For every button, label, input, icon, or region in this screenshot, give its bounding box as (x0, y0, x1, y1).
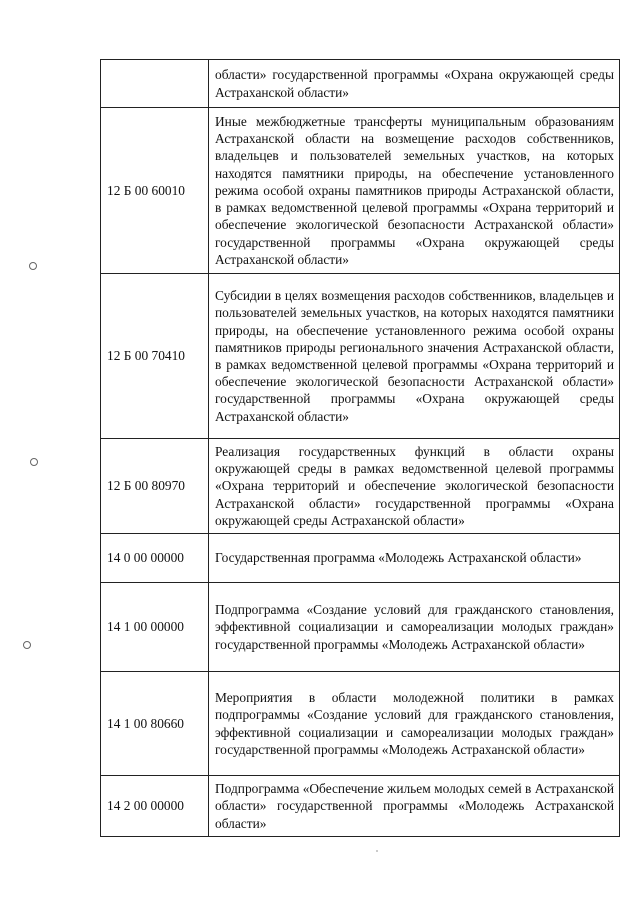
punch-hole-mark (30, 458, 38, 466)
table-row (101, 776, 620, 837)
table-row (101, 60, 620, 108)
description-cell: области» государственной программы «Охрана окружающей среды Астраханской области» (209, 60, 620, 108)
table-row (101, 534, 620, 583)
punch-hole-mark (29, 262, 37, 270)
punch-hole-mark (23, 641, 31, 649)
scan-speck (376, 850, 378, 852)
budget-code-table (100, 59, 620, 837)
code-cell: 14 1 00 00000 (101, 583, 209, 672)
description-cell: Иные межбюджетные трансферты муниципальным образованиям Астраханской области на возмещение расходов собственников, владельцев и пользователей земельных участков, на которых находятся памятники природы, на обеспечение установленного режима особой охраны памятников природы Астраханской области, в рамках ведомственной целевой программы «Охрана территорий и обеспечение экологической безопасности Астраханской области» государственной программы «Охрана окружающей среды Астраханской области» (209, 108, 620, 274)
code-cell: 12 Б 00 80970 (101, 439, 209, 534)
code-cell (101, 60, 209, 108)
description-cell: Подпрограмма «Создание условий для гражданского становления, эффективной социализации и самореализации молодых граждан» государственной программы «Молодежь Астраханской области» (209, 583, 620, 672)
table-row (101, 583, 620, 672)
table-row (101, 274, 620, 439)
code-cell: 14 1 00 80660 (101, 672, 209, 776)
table-row (101, 672, 620, 776)
table-row (101, 108, 620, 274)
description-cell: Подпрограмма «Обеспечение жильем молодых семей в Астраханской области» государственной программы «Молодежь Астраханской области» (209, 776, 620, 837)
code-cell: 12 Б 00 60010 (101, 108, 209, 274)
code-cell: 12 Б 00 70410 (101, 274, 209, 439)
description-cell: Субсидии в целях возмещения расходов собственников, владельцев и пользователей земельных участков, на которых находятся памятники природы, на обеспечение установленного режима особой охраны памятников природы регионального значения Астраханской области, в рамках ведомственной целевой программы «Охрана территорий и обеспечение экологической безопасности Астраханской области» государственной программы «Охрана окружающей среды Астраханской области» (209, 274, 620, 439)
code-cell: 14 2 00 00000 (101, 776, 209, 837)
description-cell: Мероприятия в области молодежной политики в рамках подпрограммы «Создание условий для гражданского становления, эффективной социализации и самореализации молодых граждан» государственной программы «Молодежь Астраханской области» (209, 672, 620, 776)
description-cell: Государственная программа «Молодежь Астраханской области» (209, 534, 620, 583)
description-cell: Реализация государственных функций в области охраны окружающей среды в рамках ведомственной целевой программы «Охрана территорий и обеспечение экологической безопасности Астраханской области» государственной программы «Охрана окружающей среды Астраханской области» (209, 439, 620, 534)
code-cell: 14 0 00 00000 (101, 534, 209, 583)
table-row (101, 439, 620, 534)
